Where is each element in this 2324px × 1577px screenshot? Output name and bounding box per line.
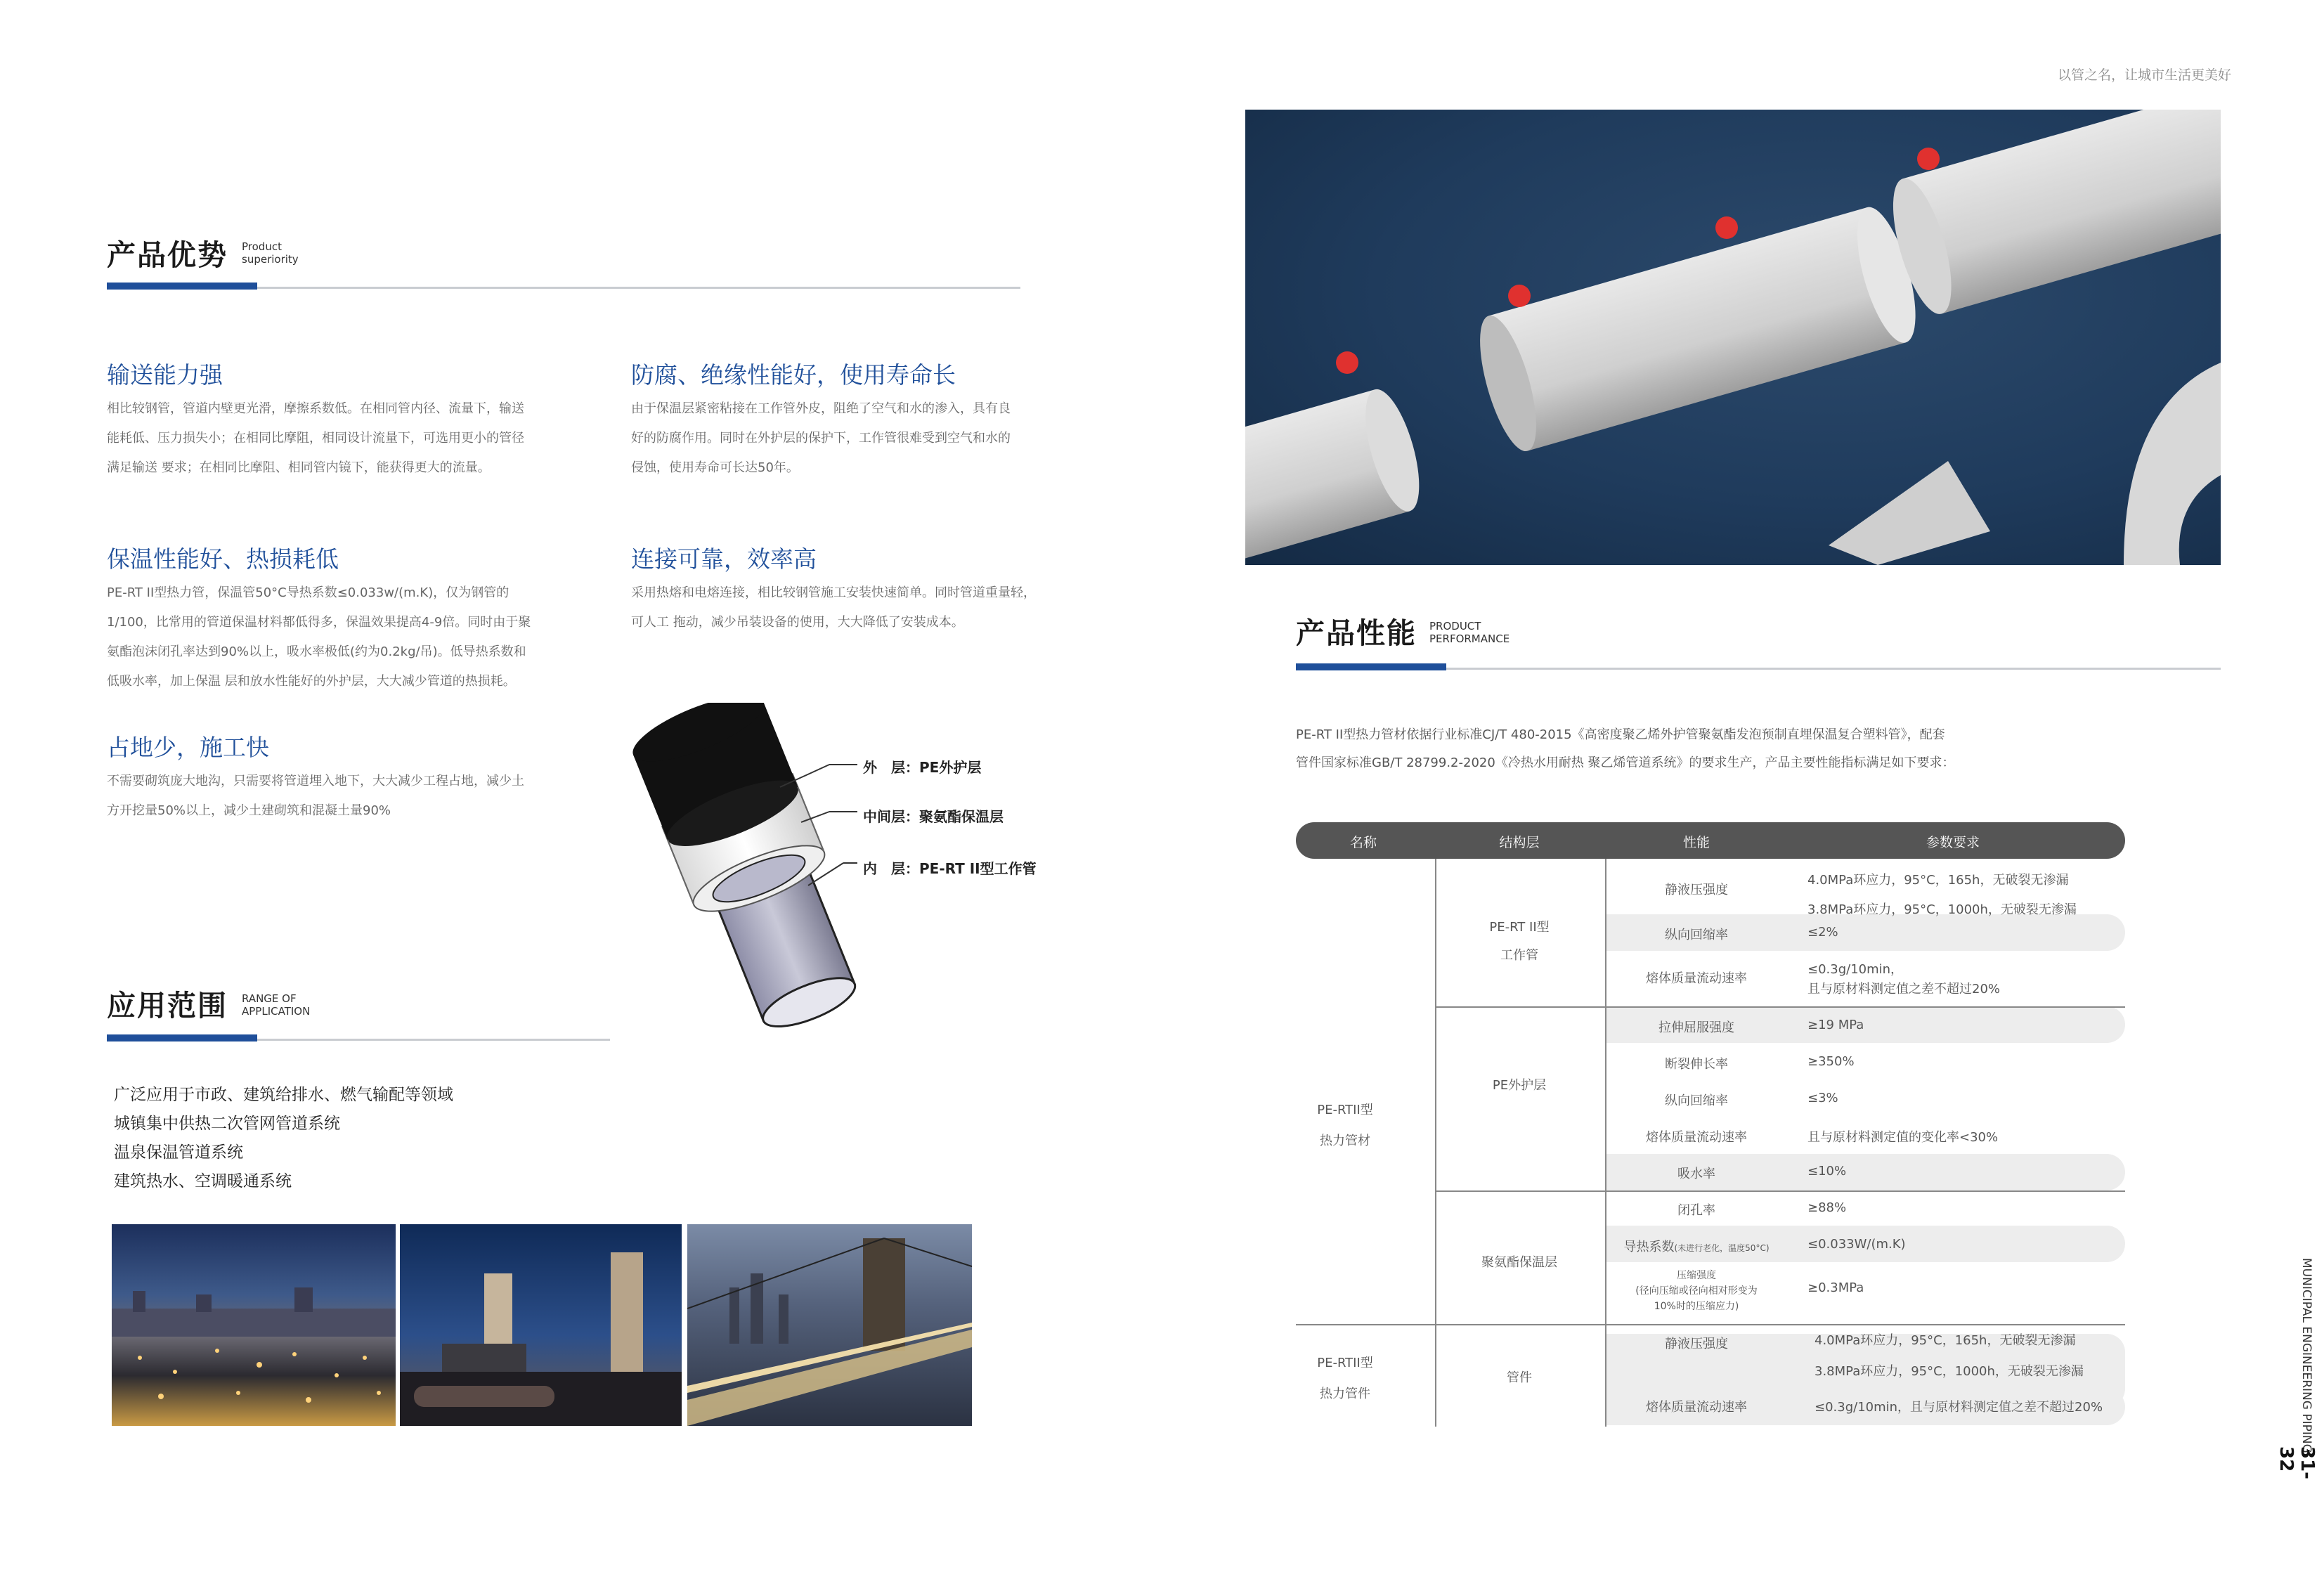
req-hydrostatic [1807,866,2077,925]
req-mfr [1807,960,2000,999]
intro-line: PE-RT II型热力管材依据行业标准CJ/T 480-2015《高密度聚乙烯外护管聚氨酯发泡预制直埋保温复合塑料管》，配套 [1296,727,1945,742]
req-line: 4.0MPa环应力，95°C，165h，无破裂无渗漏 [1815,1333,2076,1348]
feature-title: 输送能力强 [107,361,223,389]
layer-pe-jacket: PE外护层 [1492,1078,1547,1093]
performance-intro [1296,721,1955,777]
superiority-title: 产品优势 [107,238,228,272]
table-vline [1435,859,1436,1427]
application-sub-line-1: RANGE OF [242,992,297,1005]
feature-line: 低吸水率，加上保温 层和放水性能好的外护层，大大减少管道的热损耗。 [107,674,516,689]
req-mfr-fitting: ≤0.3g/10min，且与原材料测定值之差不超过20% [1815,1400,2103,1415]
req-line: 且与原材料测定值之差不超过20% [1807,982,2001,997]
layer-label-outer: 外 层：PE外护层 [863,759,982,776]
application-accent-bar [107,1034,257,1041]
req-line: 3.8MPa环应力，95°C，1000h，无破裂无渗漏 [1807,902,2077,917]
feature-line: 由于保温层紧密粘接在工作管外皮，阻绝了空气和水的渗入，具有良 [631,401,1011,416]
performance-sub-line-1: PRODUCT [1429,620,1481,632]
feature-line: 不需要砌筑庞大地沟，只需要将管道埋入地下，大大减少工程占地，减少土 [107,774,524,788]
red-cap-icon [1508,285,1531,307]
prop-mfr-2: 熔体质量流动速率 [1646,1130,1747,1145]
feature-line: 方开挖量50%以上，减少土建砌筑和混凝土量90% [107,803,391,818]
feature-line: 可人工 拖动，减少吊装设备的使用，大大降低了安装成本。 [631,615,964,630]
performance-sub-line-2: PERFORMANCE [1429,632,1510,645]
feature-title: 防腐、绝缘性能好，使用寿命长 [631,361,956,389]
performance-table [1296,822,2125,1427]
feature-line: 好的防腐作用。同时在外护层的保护下，工作管很难受到空气和水的 [631,431,1011,446]
name-line: 热力管件 [1319,1387,1370,1401]
prop-mfr-fitting: 熔体质量流动速率 [1646,1400,1747,1415]
hero-pipe-photo [1245,110,2221,565]
application-item: 广泛应用于市政、建筑给排水、燃气输配等领域 [114,1086,453,1104]
feature-anticorrosion [631,357,1067,483]
feature-line: 氨酯泡沫闭孔率达到90%以上，吸水率极低(约为0.2kg/吊)。低导热系数和 [107,644,526,659]
feature-conveying [107,357,557,483]
prop-line: 10%时的压缩应力) [1654,1301,1739,1312]
req-yield: ≥19 MPa [1807,1018,1864,1032]
feature-body [631,578,1081,637]
header-layer: 结构层 [1499,835,1540,850]
layer-line: 工作管 [1500,948,1538,963]
table-vline [1605,859,1606,1427]
name-line: 热力管材 [1319,1134,1370,1148]
name-line: PE-RTII型 [1317,1356,1373,1370]
layer-pu-foam: 聚氨酯保温层 [1481,1255,1557,1270]
prop-conductivity-note: (未进行老化，温度50°C) [1674,1243,1770,1253]
red-cap-icon [1336,351,1358,374]
header-requirement: 参数要求 [1926,835,1980,850]
name-fitting [1317,1348,1373,1410]
prop-shrinkage-2: 纵向回缩率 [1665,1093,1728,1108]
feature-body [107,394,557,483]
req-water: ≤10% [1807,1164,1847,1179]
feature-title: 占地少，施工快 [107,734,269,761]
photo-city-night [112,1224,396,1426]
header-property: 性能 [1682,835,1710,850]
feature-line: 1/100，比常用的管道保温材料都低得多，保温效果提高4-9倍。同时由于聚 [107,615,531,630]
feature-line: 侵蚀，使用寿命可长达50年。 [631,460,799,475]
name-pipe [1317,1095,1373,1157]
req-hydrostatic-fitting [1815,1325,2084,1387]
name-line: PE-RTII型 [1317,1103,1373,1117]
superiority-sub-line-2: superiority [242,253,299,266]
prop-compressive [1635,1268,1757,1314]
req-line: 4.0MPa环应力，95°C，165h，无破裂无渗漏 [1807,873,2069,888]
table-hline [1435,1006,2125,1008]
feature-line: 满足输送 要求；在相同比摩阻、相同管内镜下，能获得更大的流量。 [107,460,491,475]
table-hline [1435,1190,2125,1192]
feature-line: PE-RT II型热力管，保温管50°C导热系数≤0.033w/(m.K)，仅为钢管的 [107,585,509,600]
photo-bridge [687,1224,972,1426]
feature-footprint [107,729,585,826]
pipe-segment-middle [1488,207,1905,451]
red-cap-icon [1917,148,1940,170]
layer-label-inner: 内 层：PE-RT II型工作管 [863,860,1037,877]
feature-connection [631,541,1081,637]
application-list [114,1081,453,1196]
prop-line: (径向压缩或径向相对形变为 [1635,1285,1758,1297]
feature-line: 相比较钢管，管道内壁更光滑，摩擦系数低。在相同管内径、流量下，输送 [107,401,524,416]
application-sub-line-2: APPLICATION [242,1005,311,1018]
performance-title: 产品性能 [1296,616,1417,650]
req-closed-cell: ≥88% [1807,1200,1847,1215]
feature-insulation [107,541,585,696]
superiority-accent-bar [107,283,257,290]
superiority-subtitle-en [242,240,299,266]
req-compressive: ≥0.3MPa [1807,1280,1864,1295]
feature-line: 能耗低、压力损失小；在相同比摩阻，相同设计流量下，可选用更小的管径 [107,431,524,446]
feature-body [631,394,1067,483]
prop-hydrostatic-fitting: 静液压强度 [1665,1337,1728,1351]
feature-title: 保温性能好、热损耗低 [107,545,339,573]
prop-shrinkage: 纵向回缩率 [1665,928,1728,942]
intro-line: 管件国家标准GB/T 28799.2-2020《冷热水用耐热 聚乙烯管道系统》的要求生产，产品主要性能指标满足如下要求： [1296,755,1955,770]
application-item: 城镇集中供热二次管网管道系统 [114,1115,340,1133]
layer-work-pipe [1489,914,1549,970]
application-title: 应用范围 [107,989,228,1023]
layer-fitting: 管件 [1507,1370,1532,1385]
application-item: 温泉保温管道系统 [114,1143,243,1162]
layer-label-middle: 中间层：聚氨酯保温层 [863,808,1004,825]
prop-line: 压缩强度 [1677,1270,1716,1281]
feature-body [107,767,585,826]
req-line: 3.8MPa环应力，95°C，1000h，无破裂无渗漏 [1815,1364,2084,1379]
prop-mfr: 熔体质量流动速率 [1646,971,1747,986]
elbow-fitting [2124,363,2221,565]
req-mfr-2: 且与原材料测定值的变化率<30% [1807,1130,1999,1145]
application-item: 建筑热水、空调暖通系统 [114,1172,292,1190]
pipe-diagram [618,703,900,1054]
red-cap-icon [1715,216,1738,239]
table-header [1296,822,2125,859]
req-shrinkage: ≤2% [1807,925,1838,940]
prop-closed-cell: 闭孔率 [1677,1203,1715,1218]
req-line: ≤0.3g/10min， [1807,962,1904,977]
prop-conductivity-label: 导热系数 [1623,1240,1675,1254]
coupling-fitting [1829,461,1990,565]
feature-line: 采用热熔和电熔连接，相比较钢管施工安装快速简单。同时管道重量轻， [631,585,1036,600]
superiority-sub-line-1: Product [242,240,282,253]
prop-water: 吸水率 [1677,1167,1715,1181]
req-shrinkage-2: ≤3% [1807,1091,1838,1105]
tagline: 以管之名，让城市生活更美好 [2058,67,2232,83]
feature-body [107,578,585,696]
photo-power-plant [400,1224,682,1426]
side-label: MUNICIPAL ENGINEERING PIPING [2299,1258,2313,1453]
prop-conductivity [1623,1237,1769,1255]
req-conductivity: ≤0.033W/(m.K) [1807,1237,1906,1252]
prop-hydrostatic: 静液压强度 [1665,883,1728,897]
performance-subtitle-en [1429,620,1510,645]
page-number: 31-32 [2276,1446,2318,1479]
feature-title: 连接可靠，效率高 [631,545,817,573]
application-subtitle-en [242,992,310,1018]
layer-line: PE-RT II型 [1489,920,1550,935]
req-elongation: ≥350% [1807,1054,1855,1069]
performance-accent-bar [1296,663,1446,670]
prop-elongation: 断裂伸长率 [1665,1057,1728,1072]
prop-yield: 拉伸屈服强度 [1658,1020,1734,1035]
header-name: 名称 [1349,835,1377,850]
